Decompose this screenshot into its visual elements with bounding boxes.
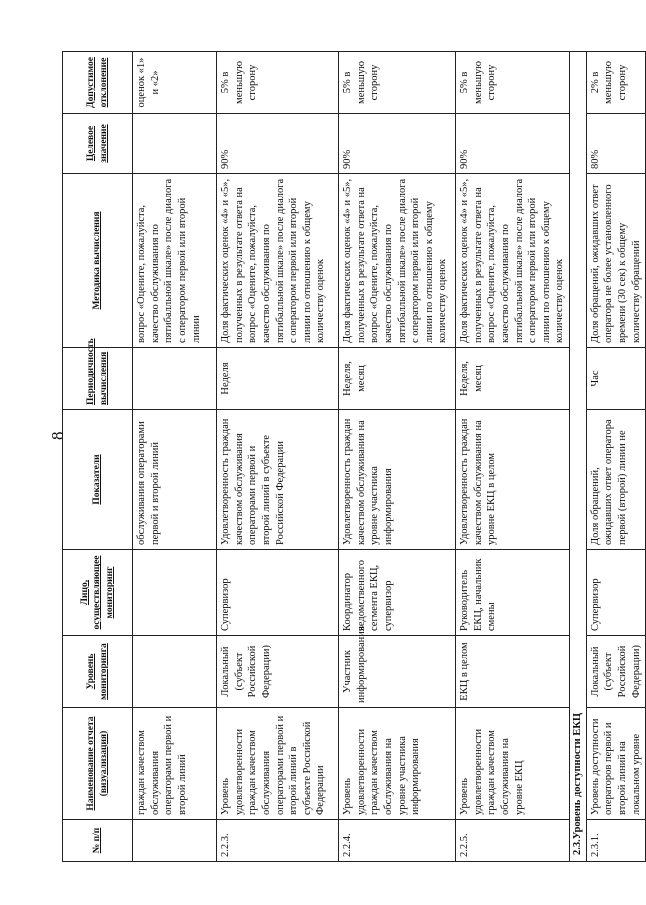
table-row [133,52,217,862]
cell-name: Уровень удовлетворенности граждан качеством обслуживания операторами первой и второй линий в субъекте Российской Федерации [217,708,339,820]
cell-indicators: Удовлетворенность граждан качеством обслуживания на уровне ЕКЦ в целом [456,410,570,550]
cell-method: Доля фактических оценок «4» и «5», полученных в результате ответа на вопрос «Оцените, пожалуйста, качество обслуживания по пятибалльной шкале» после диалога с оператором первой или второй линии по отношению к общему количеству оценок [217,174,339,348]
cell-deviation: 5% в меньшую сторону [339,52,456,114]
cell-level: Локальный (субъект Российской Федерации) [586,636,646,708]
cell-name: Уровень удовлетворенности граждан качеством обслуживания на уровне ЕКЦ [456,708,570,820]
cell-method: вопрос «Оцените, пожалуйста, качество обслуживания по пятибалльной шкале» после диалога с оператором первой или второй линии [133,174,217,348]
header-target: Целевое значение [63,114,133,174]
cell-indicators: Удовлетворенность граждан качеством обслуживания операторами первой и второй линий в субъекте Российской Федерации [217,410,339,550]
cell-target: 90% [217,114,339,174]
cell-num: 2.3.1. [586,820,646,862]
cell-deviation: оценок «1» и «2» [133,52,217,114]
cell-period: Неделя [217,348,339,410]
cell-name: граждан качеством обслуживания операторами первой и второй линий [133,708,217,820]
header-method: Методика вычисления [63,174,133,348]
section-title: 2.3.Уровень доступности ЕКЦ [570,52,587,862]
cell-deviation: 2% в меньшую сторону [586,52,646,114]
table-row [456,52,570,862]
cell-level: Участник информирования [339,636,456,708]
cell-num [133,820,217,862]
cell-person: Координатор ведомственного сегмента ЕКЦ, супервизор [339,550,456,636]
cell-target [133,114,217,174]
cell-level: Локальный (субъект Российской Федерации) [217,636,339,708]
cell-target: 90% [339,114,456,174]
header-name: Наименование отчета (визуализация) [63,708,133,820]
header-indicators: Показатели [63,410,133,550]
cell-person: Руководитель ЕКЦ, начальник смены [456,550,570,636]
cell-indicators: обслуживания операторами первой и второй линий [133,410,217,550]
rotated-page [62,52,642,862]
table-row [339,52,456,862]
cell-target: 90% [456,114,570,174]
cell-name: Уровень доступности операторов первой и второй линий на локальном уровне [586,708,646,820]
cell-deviation: 5% в меньшую сторону [217,52,339,114]
cell-method: Доля обращений, ожидавших ответ оператора не более установленного времени (30 сек) к общему количеству обращений [586,174,646,348]
section-row [570,52,587,862]
page-number: 8 [48,431,67,440]
header-deviation: Допустимое отклонение [63,52,133,114]
header-num: № п/п [63,820,133,862]
table-row [586,52,646,862]
cell-level [133,636,217,708]
header-row [63,52,133,862]
cell-num: 2.2.5. [456,820,570,862]
cell-method: Доля фактических оценок «4» и «5», полученных в результате ответа на вопрос «Оцените, пожалуйста, качество обслуживания по пятибалльной шкале» после диалога с оператором первой или второй линии по отношению к общему количеству оценок [456,174,570,348]
cell-person: Супервизор [586,550,646,636]
cell-period: Неделя, месяц [339,348,456,410]
cell-target: 80% [586,114,646,174]
cell-period: Неделя, месяц [456,348,570,410]
cell-person [133,550,217,636]
cell-indicators: Удовлетворенность граждан качеством обслуживания на уровне участника информирования [339,410,456,550]
cell-num: 2.2.4. [339,820,456,862]
cell-level: ЕКЦ в целом [456,636,570,708]
cell-method: Доля фактических оценок «4» и «5», полученных в результате ответа на вопрос «Оцените, пожалуйста, качество обслуживания по пятибалльной шкале» после диалога с оператором первой или второй линии по отношению к общему количеству оценок [339,174,456,348]
cell-person: Супервизор [217,550,339,636]
header-period: Периодичность вычисления [63,348,133,410]
cell-num: 2.2.3. [217,820,339,862]
cell-period: Час [586,348,646,410]
monitoring-table [62,51,646,862]
header-level: Уровень мониторинга [63,636,133,708]
cell-name: Уровень удовлетворенности граждан качеством обслуживания на уровне участника информирования [339,708,456,820]
table-row [217,52,339,862]
cell-deviation: 5% в меньшую сторону [456,52,570,114]
header-person: Лицо, осуществляющее мониторинг [63,550,133,636]
cell-period [133,348,217,410]
cell-indicators: Доля обращений, ожидавших ответ оператора первой (второй) линии не [586,410,646,550]
